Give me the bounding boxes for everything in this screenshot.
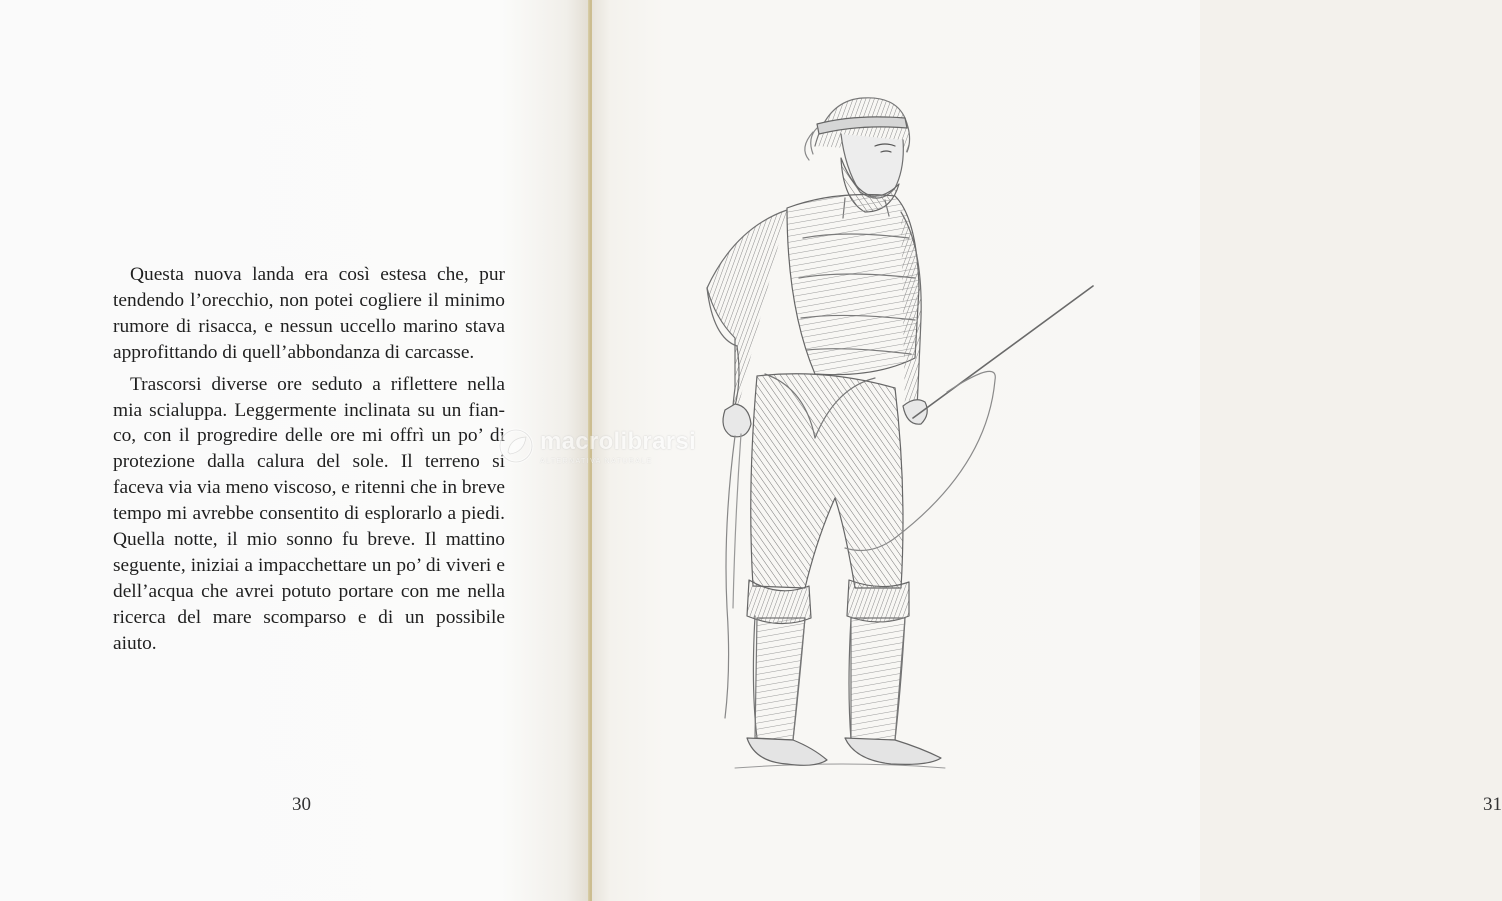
watermark-tagline: ALTERNATIVA NATURALE [540, 458, 653, 465]
body-text [113, 262, 505, 657]
watermark [496, 426, 722, 474]
paragraph-1: Questa nuova landa era così estesa che, pur tendendo l’orecchio, non potei cogliere il minimo rumore di risacca, e nessun uccello marino stava approfittando di quell’abbondanza di carcasse. [113, 264, 505, 363]
page-number-right: 31 [1483, 794, 1502, 815]
paragraph-2: Trascorsi diverse ore seduto a riflettere nella mia scialuppa. Leggermente inclinata su un fianco, con il progredire delle ore mi offrì un po’ di protezione dalla calura del sole. Il terreno si faceva via via meno viscoso, e ritenni che in breve tempo mi avrebbe consentito di esplorarlo a piedi. Quella notte, il mio sonno fu breve. Il mattino seguente, iniziai a impacchettare un po’ di viveri e dell’acqua che avrei potuto portare con me nella ricerca del mare scomparso e di un possibile aiuto. [113, 373, 505, 654]
page-number-left: 30 [292, 794, 311, 815]
leaf-logo-icon [498, 428, 534, 464]
illustration-sketch [695, 88, 1105, 778]
watermark-brand: macrolibrarsi [540, 428, 696, 455]
